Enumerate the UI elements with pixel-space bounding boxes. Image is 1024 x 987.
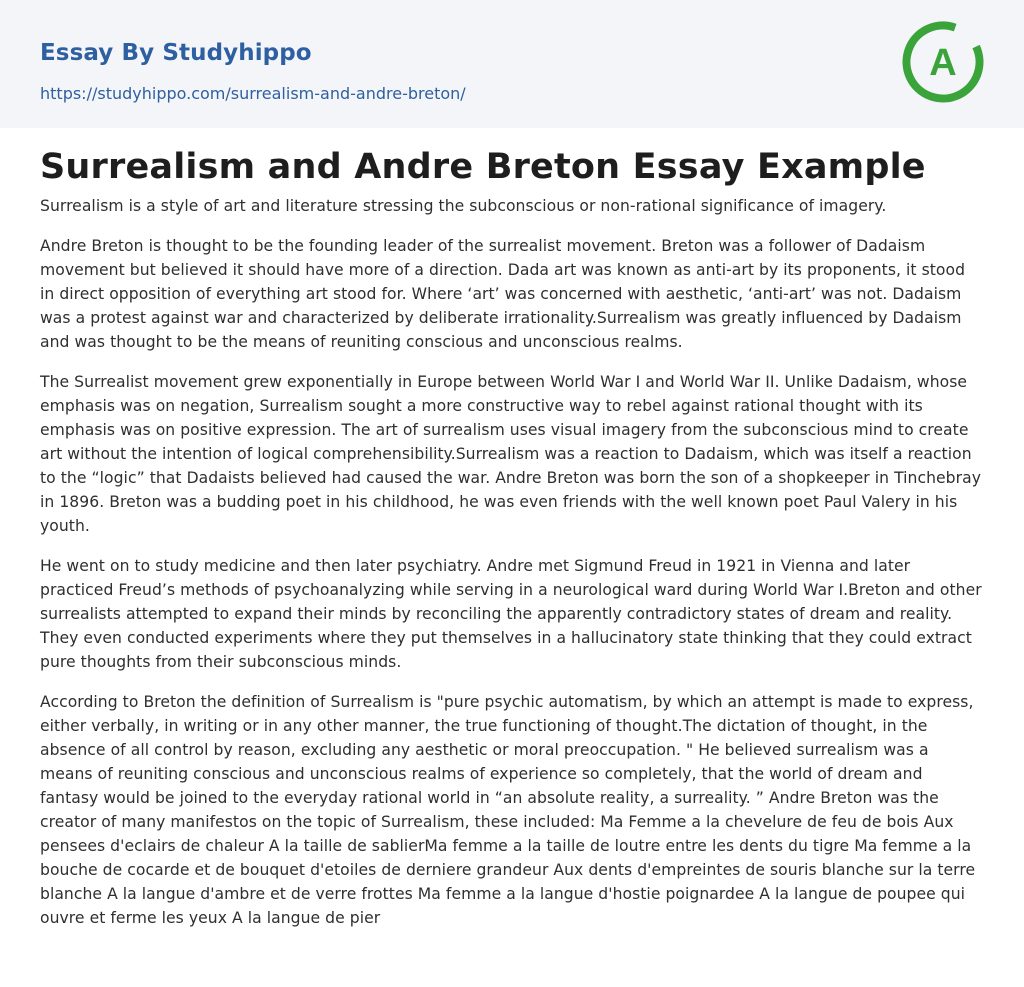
paragraph: He went on to study medicine and then later psychiatry. Andre met Sigmund Freud in 1921 in Vienna and later practiced Freud’s methods of psychoanalyzing while serving in a neurological ward during World War I.Breton and other surrealists attempted to expand their minds by reconciling the apparently contradictory states of dream and reality. They even conducted experiments where they put themselves in a hallucinatory state thinking that they could extract pure thoughts from their subconscious minds. (40, 557, 982, 671)
studyhippo-logo-icon[interactable] (900, 19, 986, 105)
paragraph: Surrealism is a style of art and literature stressing the subconscious or non-rational significance of imagery. (40, 197, 887, 215)
essay-url-link[interactable]: https://studyhippo.com/surrealism-and-andre-breton/ (40, 84, 466, 103)
site-header (0, 0, 1024, 128)
paragraph: Andre Breton is thought to be the founding leader of the surrealist movement. Breton was a follower of Dadaism movement but believed it should have more of a direction. Dada art was known as anti-art by its proponents, it stood in direct opposition of everything art stood for. Where ‘art’ was concerned with aesthetic, ‘anti-art’ was not. Dadaism was a protest against war and characterized by deliberate irrationality.Surrealism was greatly influenced by Dadaism and was thought to be the means of reuniting conscious and unconscious realms. (40, 237, 966, 351)
article (0, 128, 1024, 930)
site-brand[interactable]: Essay By Studyhippo (40, 40, 312, 66)
paragraph: According to Breton the definition of Surrealism is "pure psychic automatism, by which an attempt is made to express, either verbally, in writing or in any other manner, the true functioning of thought.The dictation of thought, in the absence of all control by reason, excluding any aesthetic or moral preoccupation. " He believed surrealism was a means of reuniting conscious and unconscious realms of experience so completely, that the world of dream and fantasy would be joined to the everyday rational world in “an absolute reality, a surreality. ” Andre Breton was the creator of many manifestos on the topic of Surrealism, these included: Ma Femme a la chevelure de feu de bois Aux pensees d'eclairs de chaleur A la taille de sablierMa femme a la taille de loutre entre les dents du tigre Ma femme a la bouche de cocarde et de bouquet d'etoiles de derniere grandeur Aux dents d'empreintes de souris blanche sur la terre blanche A la langue d'ambre et de verre frottes Ma femme a la langue d'hostie poignardee A la langue de poupee qui ouvre et ferme les yeux A la langue de pier (40, 693, 976, 927)
paragraph: The Surrealist movement grew exponentially in Europe between World War I and World War II. Unlike Dadaism, whose emphasis was on negation, Surrealism sought a more constructive way to rebel against rational thought with its emphasis was on positive expression. The art of surrealism uses visual imagery from the subconscious mind to create art without the intention of logical comprehensibility.Surrealism was a reaction to Dadaism, which was itself a reaction to the “logic” that Dadaists believed had caused the war. Andre Breton was born the son of a shopkeeper in Tinchebray in 1896. Breton was a budding poet in his childhood, he was even friends with the well known poet Paul Valery in his youth. (40, 373, 981, 535)
article-title: Surrealism and Andre Breton Essay Example (40, 147, 926, 187)
logo-letter: A (929, 42, 957, 84)
